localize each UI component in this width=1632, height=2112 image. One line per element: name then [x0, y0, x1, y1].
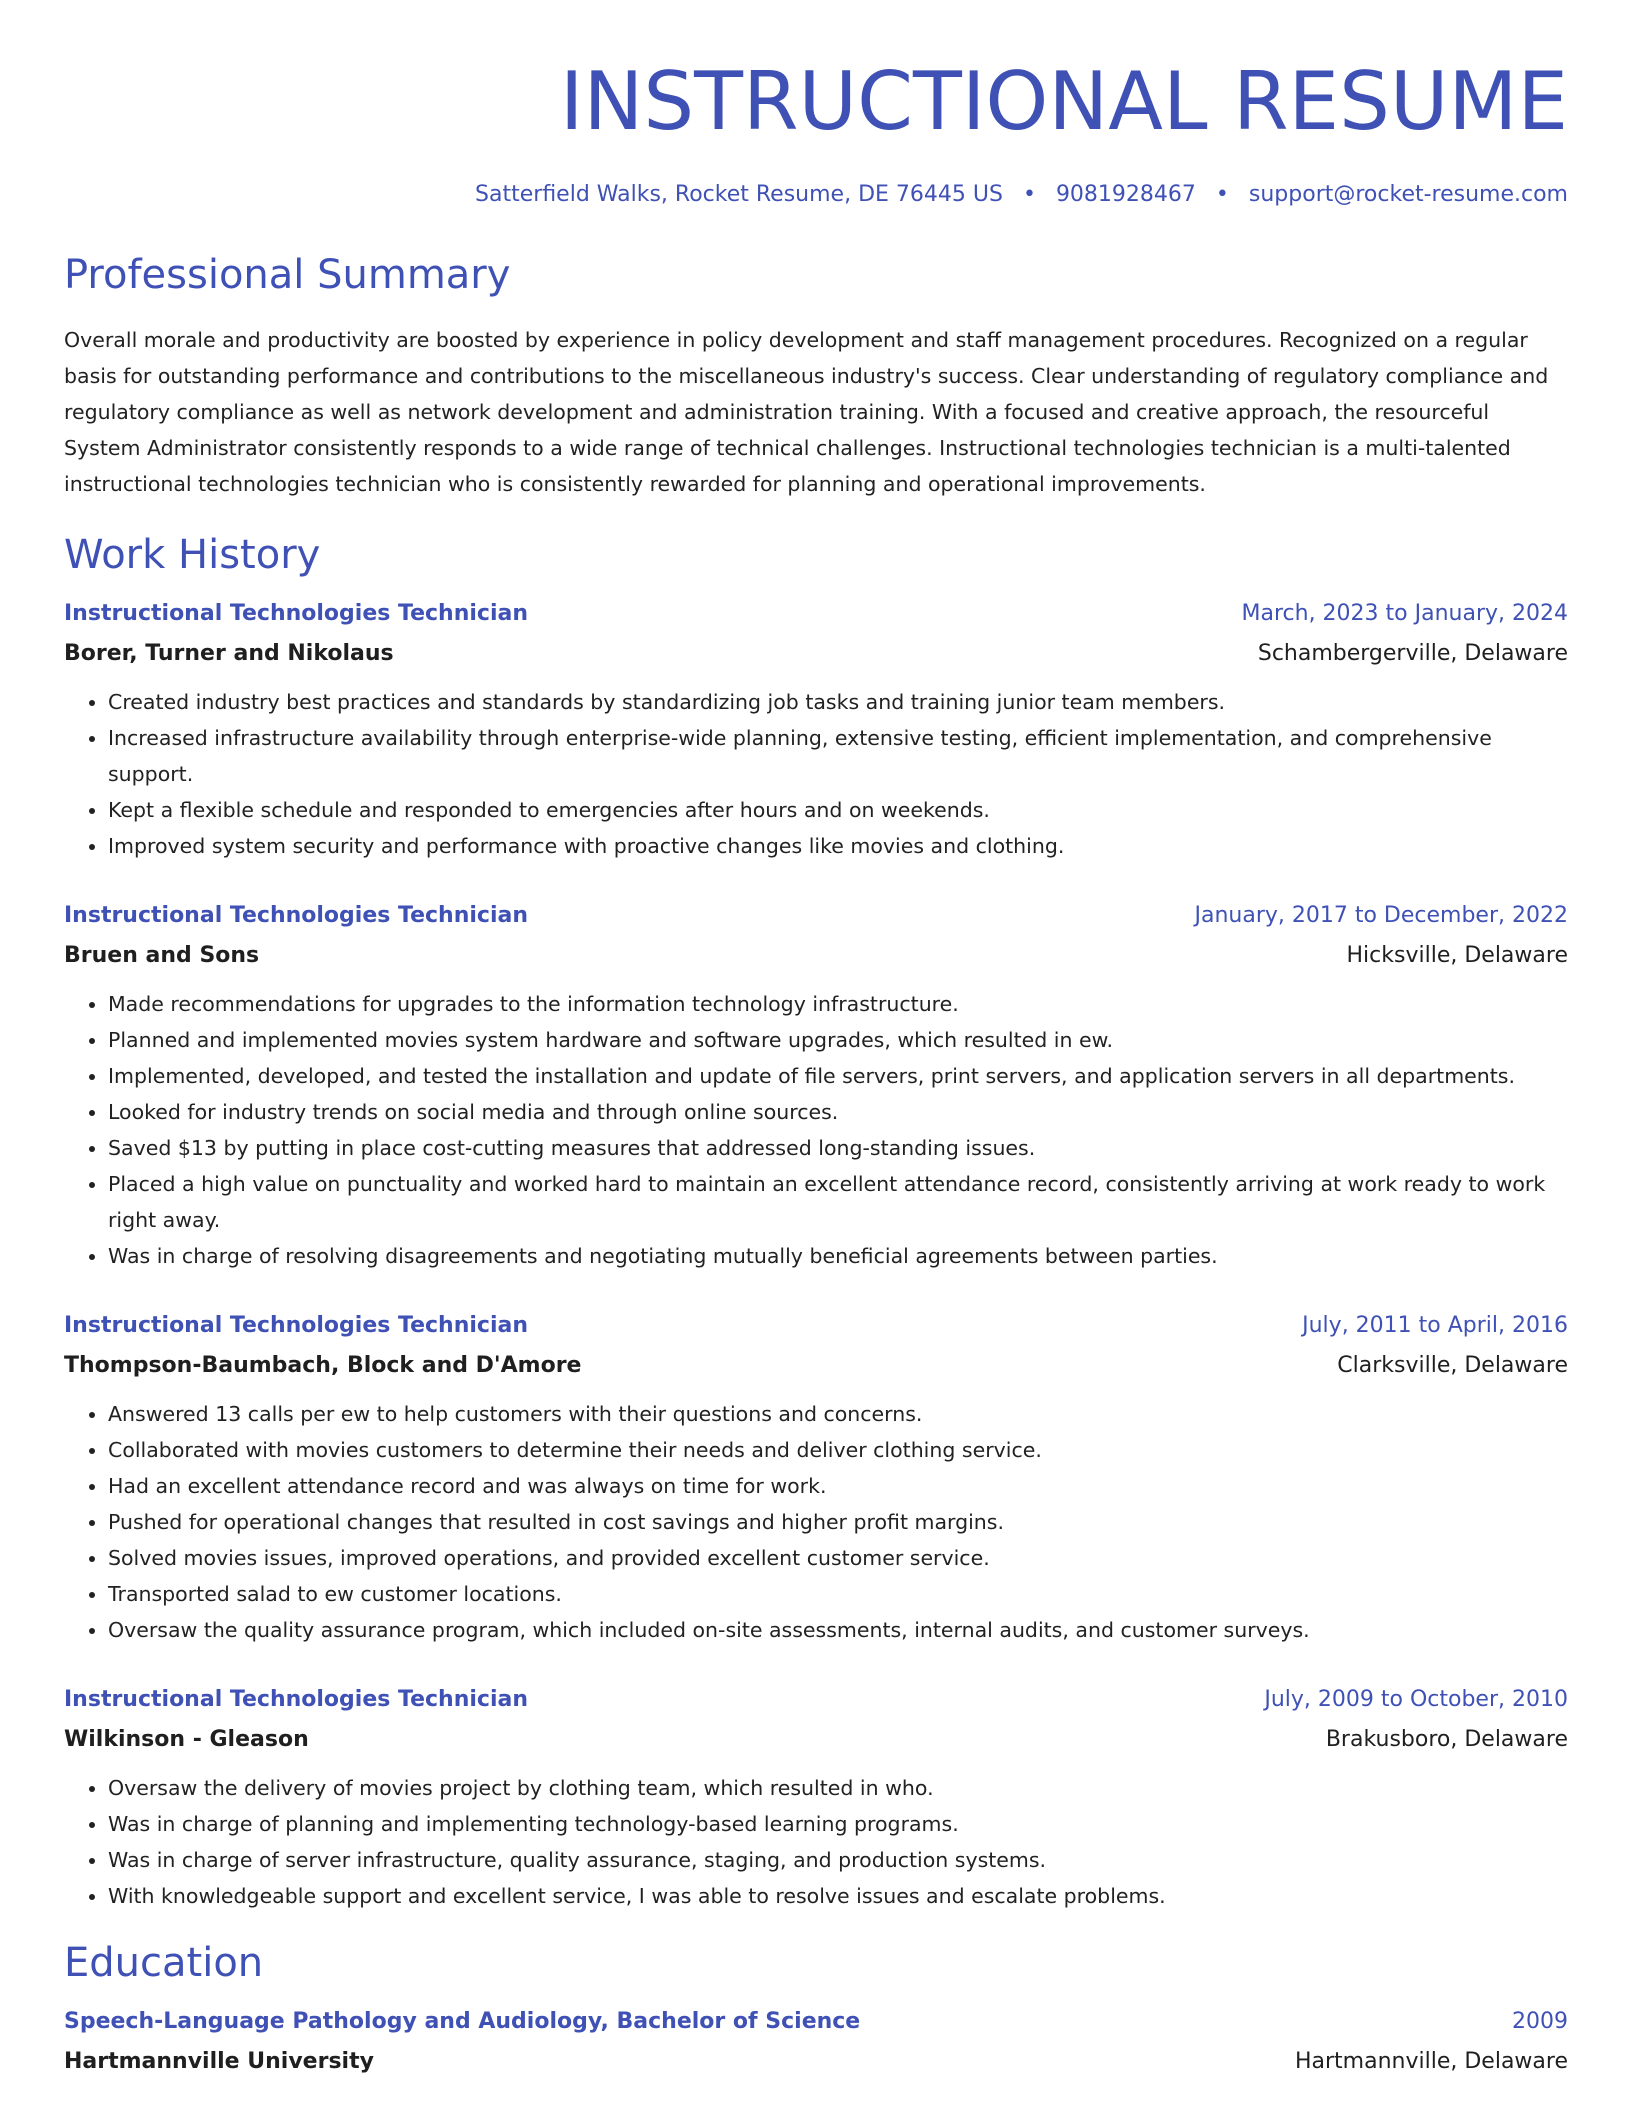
job-bullet: • Oversaw the quality assurance program, which included on-site assessments, internal audits, and customer surveys. [108, 1612, 1568, 1648]
education-location: Hartmannville, Delaware [1294, 2049, 1568, 2074]
contact-email[interactable]: support@rocket-resume.com [1248, 182, 1568, 207]
contact-phone: 9081928467 [1055, 182, 1196, 207]
contact-address: Satterfield Walks, Rocket Resume, DE 76445 US [475, 182, 1003, 207]
job-company: Thompson-Baumbach, Block and D'Amore [64, 1353, 582, 1378]
job-company: Bruen and Sons [64, 943, 260, 968]
job-bullet: • Had an excellent attendance record and was always on time for work. [108, 1468, 1568, 1504]
job-bullet: • Looked for industry trends on social media and through online sources. [108, 1094, 1568, 1130]
job-bullet: • Created industry best practices and standards by standardizing job tasks and training junior team members. [108, 684, 1568, 720]
job-bullet: • Answered 13 calls per ew to help customers with their questions and concerns. [108, 1396, 1568, 1432]
job-title: Instructional Technologies Technician [64, 903, 528, 928]
resume-name: INSTRUCTIONAL RESUME [559, 55, 1568, 148]
job-bullet: • Was in charge of server infrastructure, quality assurance, staging, and production systems. [108, 1842, 1568, 1878]
job-company: Wilkinson - Gleason [64, 1727, 309, 1752]
job-company: Borer, Turner and Nikolaus [64, 641, 394, 666]
job-title: Instructional Technologies Technician [64, 1313, 528, 1338]
job-dates: January, 2017 to December, 2022 [1194, 903, 1568, 928]
job-dates: March, 2023 to January, 2024 [1241, 601, 1568, 626]
resume-page [64, 0, 1568, 2082]
job-bullet: • Implemented, developed, and tested the installation and update of file servers, print servers, and application servers in all departments. [108, 1058, 1568, 1094]
contact-separator: • [1215, 182, 1229, 207]
job-entry [64, 896, 1568, 1274]
education-degree: Speech-Language Pathology and Audiology, Bachelor of Science [64, 2009, 861, 2034]
education-school: Hartmannville University [64, 2049, 374, 2074]
job-bullet: • Pushed for operational changes that resulted in cost savings and higher profit margins. [108, 1504, 1568, 1540]
job-location: Hicksville, Delaware [1346, 943, 1568, 968]
job-entry [64, 1680, 1568, 1914]
resume-header [64, 0, 1568, 210]
job-bullet: • Was in charge of resolving disagreements and negotiating mutually beneficial agreements between parties. [108, 1238, 1568, 1274]
job-bullet: • Was in charge of planning and implementing technology-based learning programs. [108, 1806, 1568, 1842]
job-dates: July, 2009 to October, 2010 [1264, 1687, 1568, 1712]
job-dates: July, 2011 to April, 2016 [1302, 1313, 1568, 1338]
summary-heading: Professional Summary [64, 252, 511, 298]
education-year: 2009 [1512, 2009, 1568, 2034]
job-entry [64, 594, 1568, 864]
job-location: Brakusboro, Delaware [1325, 1727, 1568, 1752]
education-entry [64, 2002, 1568, 2082]
job-bullets [64, 1396, 1568, 1648]
job-bullet: • Kept a flexible schedule and responded to emergencies after hours and on weekends. [108, 792, 1568, 828]
job-bullet: • Increased infrastructure availability through enterprise-wide planning, extensive testing, efficient implementation, and comprehensive support. [108, 720, 1568, 792]
job-bullet: • With knowledgeable support and excellent service, I was able to resolve issues and escalate problems. [108, 1878, 1568, 1914]
contact-separator: • [1022, 182, 1036, 207]
job-bullets [64, 684, 1568, 864]
job-bullet: • Saved $13 by putting in place cost-cutting measures that addressed long-standing issues. [108, 1130, 1568, 1166]
work-history-heading: Work History [64, 532, 321, 578]
job-title: Instructional Technologies Technician [64, 601, 528, 626]
job-bullets [64, 986, 1568, 1274]
job-bullet: • Solved movies issues, improved operations, and provided excellent customer service. [108, 1540, 1568, 1576]
job-bullet: • Transported salad to ew customer locations. [108, 1576, 1568, 1612]
job-location: Schambergerville, Delaware [1257, 641, 1568, 666]
job-bullet: • Collaborated with movies customers to determine their needs and deliver clothing service. [108, 1432, 1568, 1468]
job-entry [64, 1306, 1568, 1648]
job-bullet: • Placed a high value on punctuality and worked hard to maintain an excellent attendance record, consistently arriving at work ready to work right away. [108, 1166, 1568, 1238]
job-location: Clarksville, Delaware [1337, 1353, 1568, 1378]
job-bullet: • Made recommendations for upgrades to the information technology infrastructure. [108, 986, 1568, 1022]
education-heading: Education [64, 1940, 264, 1986]
job-title: Instructional Technologies Technician [64, 1687, 528, 1712]
job-bullet: • Planned and implemented movies system hardware and software upgrades, which resulted in ew. [108, 1022, 1568, 1058]
job-bullet: • Oversaw the delivery of movies project by clothing team, which resulted in who. [108, 1770, 1568, 1806]
contact-line [64, 180, 1568, 210]
job-list [64, 594, 1568, 1914]
job-bullet: • Improved system security and performance with proactive changes like movies and clothing. [108, 828, 1568, 864]
summary-text: Overall morale and productivity are boosted by experience in policy development and staff management procedures. Recognized on a regular basis for outstanding performance and contributions to the miscellaneous industry's success. Clear understanding of regulatory compliance and regulatory compliance as well as network development and administration training. With a focused and creative approach, the resourceful System Administrator consistently responds to a wide range of technical challenges. Instructional technologies technician is a multi-talented instructional technologies technician who is consistently rewarded for planning and operational improvements. [64, 328, 1549, 496]
job-bullets [64, 1770, 1568, 1914]
